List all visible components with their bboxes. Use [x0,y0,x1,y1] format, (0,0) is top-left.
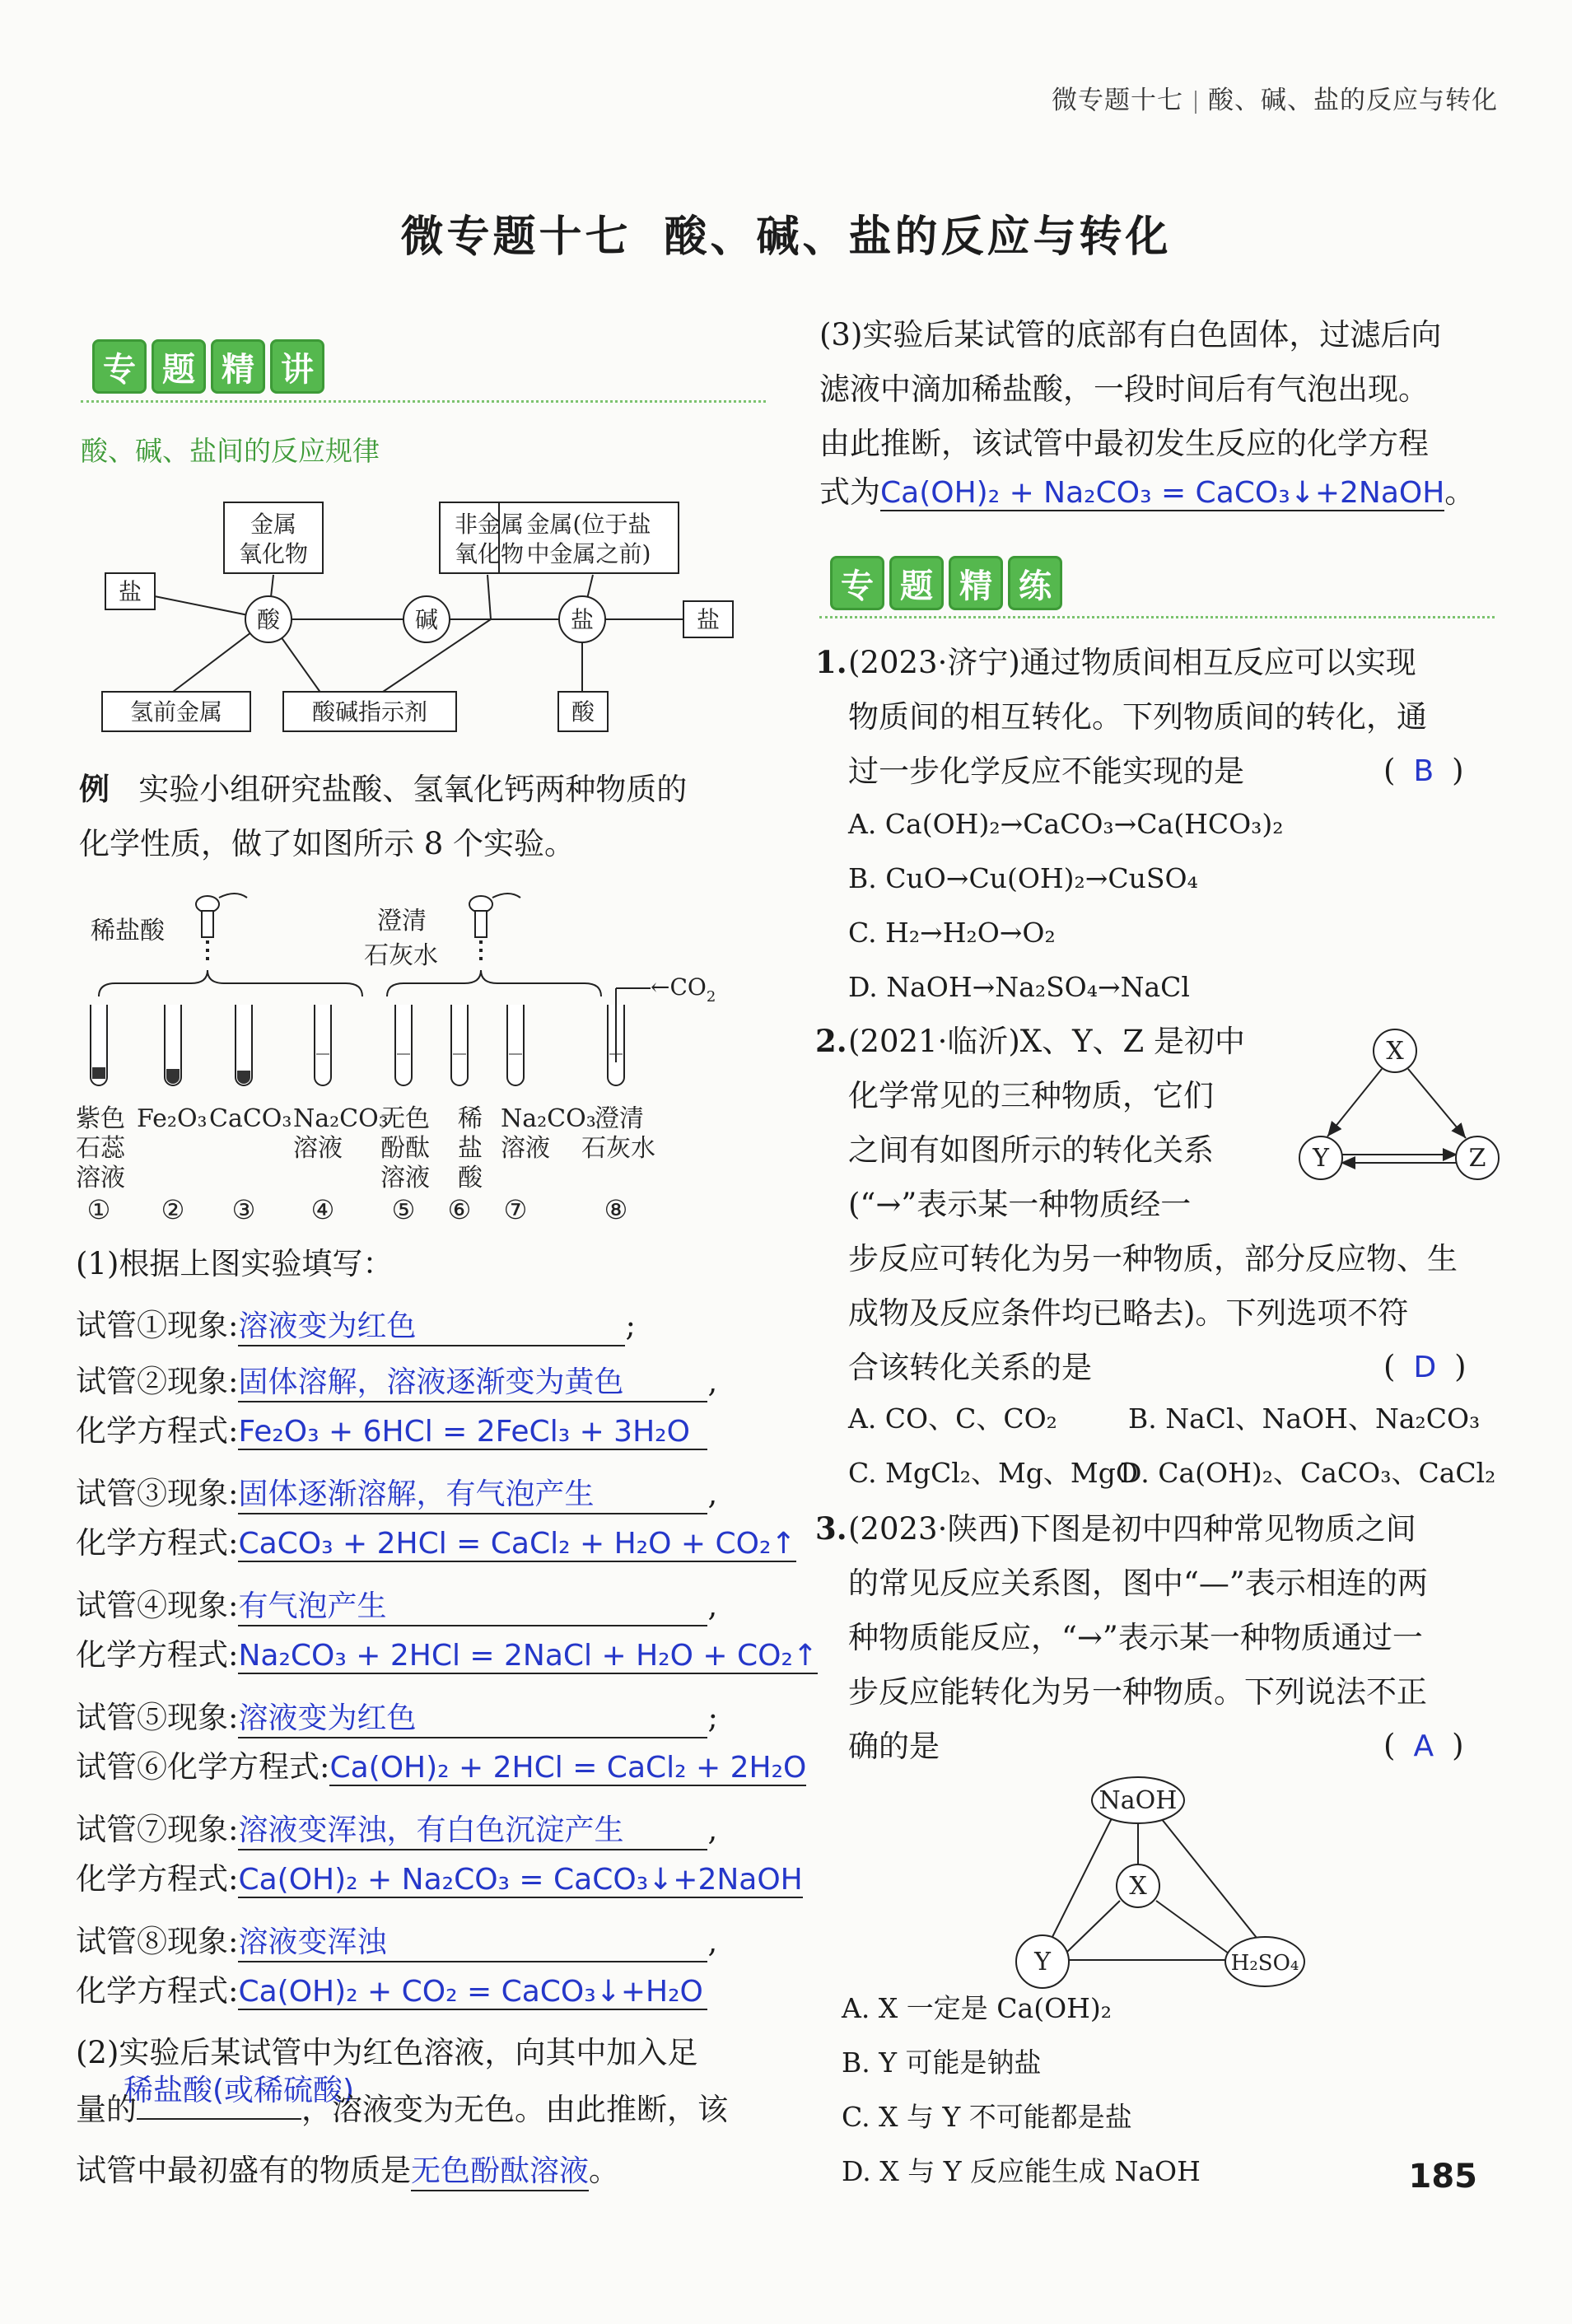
header-subtitle: 酸、碱、盐的反应与转化 [1208,86,1498,115]
q1-row-answer: CaCO₃ + 2HCl = CaCl₂ + H₂O + CO₂↑ [238,1527,796,1561]
q1-row-answer: 固体逐渐溶解，有气泡产生 [238,1471,707,1514]
q1-row-end: ; [625,1308,636,1343]
q1-row-end: , [707,1364,718,1399]
tube-label: Na₂CO₃ [501,1104,596,1133]
divider [81,400,766,403]
badge-char: 练 [1008,556,1062,610]
q1-row-label: 化学方程式: [76,1973,239,2009]
q1-row-label: 化学方程式: [76,1413,239,1449]
tube-label: 酚酞 [380,1134,430,1163]
q1-row [76,1415,707,1450]
node-naoh-label: NaOH [1099,1786,1178,1815]
p2-line: (“→”表示某一种物质经一 [848,1187,1192,1222]
section-heading: 酸、碱、盐间的反应规律 [81,435,380,467]
q1-row [76,1359,717,1402]
box-text: 盐 [118,578,142,605]
p2-line: 化学常见的三种物质，它们 [848,1078,1214,1113]
paren: ( [1383,753,1396,788]
q2-answer2: 无色酚酞溶液 [411,2148,589,2191]
p2-option: B. NaCl、NaOH、Na₂CO₃ [1128,1402,1481,1435]
q1-row-label: 化学方程式: [76,1525,239,1561]
q1-row-label: 试管⑦现象: [76,1812,239,1847]
box-text: 酸碱指示剂 [311,698,428,726]
p3-line: 确的是 [848,1729,940,1764]
q1-row-answer: Fe₂O₃ + 6HCl = 2FeCl₃ + 3H₂O [238,1415,707,1450]
q3-line1: (3)实验后某试管的底部有白色固体，过滤后向 [819,317,1442,352]
badge-lecture [92,339,324,394]
q1-row-end: ; [707,1700,718,1735]
q1-row-end: , [707,1588,718,1623]
p1-option: D. NaOH→Na₂SO₄→NaCl [848,971,1190,1003]
badge-char: 题 [152,339,206,394]
q1-row [76,1807,717,1850]
tube-label: 溶液 [501,1134,550,1163]
q2-line2 [76,2093,728,2125]
p2-number: 2. [815,1023,847,1059]
header-separator [1195,91,1196,114]
box-text: 金属 [250,511,297,538]
node-h2so4-label: H₂SO₄ [1230,1951,1299,1976]
box-text: 氧化物 [238,540,309,567]
p3-line: 种物质能反应，“→”表示某一种物质通过一 [848,1620,1423,1655]
q1-row [76,1583,717,1626]
q1-row [76,1639,818,1674]
page-title [0,202,1572,264]
box-text: 非金属 [454,511,525,538]
tube-label: 酸 [458,1164,483,1192]
paren: ) [1452,1728,1464,1763]
q1-row-answer: 溶液变浑浊，有白色沉淀产生 [238,1807,707,1850]
q1-row [76,1863,803,1898]
badge-practice [830,556,1062,610]
q1-row-answer: Ca(OH)₂ + Na₂CO₃ = CaCO₃↓+2NaOH [238,1863,803,1897]
paren: ( [1383,1349,1396,1384]
header-topic: 微专题十七 [1052,86,1183,115]
p2-line: 之间有如图所示的转化关系 [848,1132,1214,1168]
q2-line1: (2)实验后某试管中为红色溶液，向其中加入足 [76,2035,698,2070]
tube-number: ⑦ [503,1194,528,1225]
p1-option: A. Ca(OH)₂→CaCO₃→Ca(HCO₃)₂ [848,808,1284,840]
box-text: 酸 [571,698,595,726]
node-z-label: Z [1468,1144,1486,1173]
q1-row-answer: 溶液变为红色 [238,1695,707,1738]
tube-number: ⑧ [604,1194,628,1225]
q1-row-label: 试管⑧现象: [76,1924,239,1959]
q2-text: 量的 [76,2092,137,2127]
title-part2: 酸、碱、盐的反应与转化 [664,212,1172,262]
q2-text: 试管中最初盛有的物质是 [76,2153,411,2188]
q2-text: 。 [589,2153,620,2188]
q3-line2: 滤液中滴加稀盐酸，一段时间后有气泡出现。 [819,371,1429,407]
q2-line3 [76,2148,619,2191]
q1-row-end: , [707,1476,718,1511]
node-y-label: Y [1313,1144,1329,1173]
p2-line: 合该转化关系的是 [848,1350,1092,1385]
example-line2: 化学性质，做了如图所示 8 个实验。 [79,826,576,861]
p3-line: (2023·陕西)下图是初中四种常见物质之间 [848,1511,1416,1547]
badge-char: 专 [830,556,884,610]
q1-row-label: 化学方程式: [76,1861,239,1897]
tube-label: 石灰水 [581,1134,655,1163]
q1-row-label: 试管①现象: [76,1308,239,1343]
node-y-label: Y [1034,1948,1051,1976]
q2-answer1: 稀盐酸(或稀硫酸) [124,2074,355,2107]
q3-answer: Ca(OH)₂ + Na₂CO₃ = CaCO₃↓+2NaOH [880,476,1445,510]
q1-row [76,1695,718,1738]
box-text: 氧化物 [454,540,525,567]
p3-line: 的常见反应关系图，图中“—”表示相连的两 [848,1566,1428,1601]
box-text: 中金属之前) [526,540,651,567]
tube-diagram [74,873,766,1235]
p3-line: 步反应能转化为另一种物质。下列说法不正 [848,1674,1427,1710]
badge-char: 精 [211,339,265,394]
tube-label: 盐 [458,1134,483,1163]
p1-answer: B [1413,754,1434,788]
q1-row-answer: Ca(OH)₂ + CO₂ = CaCO₃↓+H₂O [238,1975,707,2010]
q3-text: 式为 [819,474,880,510]
paren: ) [1452,753,1464,788]
tube-label: 溶液 [76,1164,125,1192]
badge-char: 讲 [270,339,324,394]
reagent-right-1: 澄清 [377,907,427,936]
node-text: 盐 [570,606,595,633]
box-text: 氢前金属 [129,698,223,726]
reagent-right-2: 石灰水 [364,941,438,970]
paren: ) [1454,1349,1467,1384]
tube-label: 稀 [458,1104,483,1133]
title-part1: 微专题十七 [400,212,632,262]
tube-label: CaCO₃ [209,1104,292,1133]
q3-line3: 由此推断，该试管中最初发生反应的化学方程 [819,426,1429,461]
tube-label: Fe₂O₃ [137,1104,208,1133]
tube-label: 澄清 [595,1104,644,1133]
q1-row-label: 化学方程式: [76,1637,239,1673]
p2-option: C. MgCl₂、Mg、MgO [848,1457,1138,1489]
p2-option: A. CO、C、CO₂ [848,1402,1057,1435]
p3-option: C. X 与 Y 不可能都是盐 [842,2101,1132,2133]
p1-option: C. H₂→H₂O→O₂ [848,917,1056,949]
p1-line: 过一步化学反应不能实现的是 [848,754,1244,789]
p2-line: (2021·临沂)X、Y、Z 是初中 [848,1024,1246,1059]
p3-option: A. X 一定是 Ca(OH)₂ [842,1992,1113,2024]
tube-label: 溶液 [293,1134,343,1163]
q1-row-answer: 有气泡产生 [238,1583,707,1626]
p2-answer: D [1413,1351,1437,1384]
paren: ( [1383,1728,1396,1763]
example-line1 [79,771,688,807]
tube-number: ① [86,1194,111,1225]
p3-option: D. X 与 Y 反应能生成 NaOH [842,2155,1201,2187]
tube-number: ④ [310,1194,335,1225]
q1-row-answer: Ca(OH)₂ + 2HCl = CaCl₂ + 2H₂O [329,1751,807,1785]
box-text: 盐 [696,606,721,633]
p3-answer-box [1383,1729,1464,1763]
q2-blank1 [137,2093,301,2120]
q1-row-end: , [707,1812,718,1847]
example-label: 例 [79,771,110,807]
q1-row-label: 试管⑥化学方程式: [76,1749,330,1785]
p3-number: 3. [815,1510,847,1547]
q1-row-label: 试管②现象: [76,1364,239,1399]
q1-row-answer: Na₂CO₃ + 2HCl = 2NaCl + H₂O + CO₂↑ [238,1639,819,1673]
node-x-label: X [1129,1872,1147,1901]
xyz-diagram [1285,1021,1515,1202]
q1-row-label: 试管③现象: [76,1476,239,1511]
q2-text: ，溶液变为无色。由此推断，该 [301,2092,728,2127]
running-header [1052,79,1498,116]
p2-line: 成物及反应条件均已略去)。下列选项不符 [848,1295,1409,1331]
page-number: 185 [1408,2158,1477,2196]
divider [819,616,1495,618]
p3-answer: A [1413,1729,1434,1763]
q1-row-label: 试管⑤现象: [76,1700,239,1735]
q1-row [76,1975,707,2010]
q3-line4 [819,476,1475,511]
q1-intro: (1)根据上图实验填写： [76,1246,394,1281]
q1-row [76,1303,636,1346]
q3-text: 。 [1444,474,1476,510]
q1-row-answer: 溶液变为红色 [238,1303,625,1346]
p2-answer-box [1383,1351,1467,1384]
q1-row-end: , [707,1924,718,1959]
q1-row-answer: 溶液变浑浊 [238,1919,707,1962]
tube-number: ② [161,1194,185,1225]
badge-char: 专 [92,339,147,394]
tube-number: ③ [231,1194,256,1225]
p1-line: (2023·济宁)通过物质间相互反应可以实现 [848,645,1416,680]
p3-option: B. Y 可能是钠盐 [842,2046,1042,2079]
q1-row-label: 试管④现象: [76,1588,239,1623]
p1-answer-box [1383,754,1464,788]
tube-label: 紫色 [76,1104,125,1133]
tube-number: ⑤ [391,1194,416,1225]
node-text: 酸 [256,606,281,633]
q1-row [76,1919,717,1962]
tube-label: 溶液 [380,1164,430,1192]
q1-row [76,1751,806,1786]
tube-label: Na₂CO₃ [293,1104,389,1133]
p1-number: 1. [815,644,847,680]
tube-number: ⑥ [447,1194,472,1225]
p1-line: 物质间的相互转化。下列物质间的转化，通 [848,699,1427,735]
reagent-left: 稀盐酸 [91,917,165,945]
node-text: 碱 [414,606,439,633]
tube-label: 无色 [380,1104,430,1133]
example-text: 实验小组研究盐酸、氢氧化钙两种物质的 [138,772,688,807]
q1-row-answer: 固体溶解，溶液逐渐变为黄色 [238,1359,707,1402]
q1-row [76,1471,717,1514]
badge-char: 题 [889,556,944,610]
reaction-diagram [1005,1771,1334,1993]
q1-row [76,1527,796,1562]
node-x-label: X [1386,1037,1404,1066]
p1-option: B. CuO→Cu(OH)₂→CuSO₄ [848,862,1198,894]
p2-option: D. Ca(OH)₂、CaCO₃、CaCl₂ [1120,1457,1496,1489]
tube-label: 石蕊 [76,1134,125,1163]
p2-line: 步反应可转化为另一种物质，部分反应物、生 [848,1241,1458,1276]
co2-label: $\leftarrow CO_2$ [651,973,716,1006]
badge-char: 精 [949,556,1003,610]
relation-diagram [91,494,749,741]
box-text: 金属(位于盐 [526,511,651,538]
